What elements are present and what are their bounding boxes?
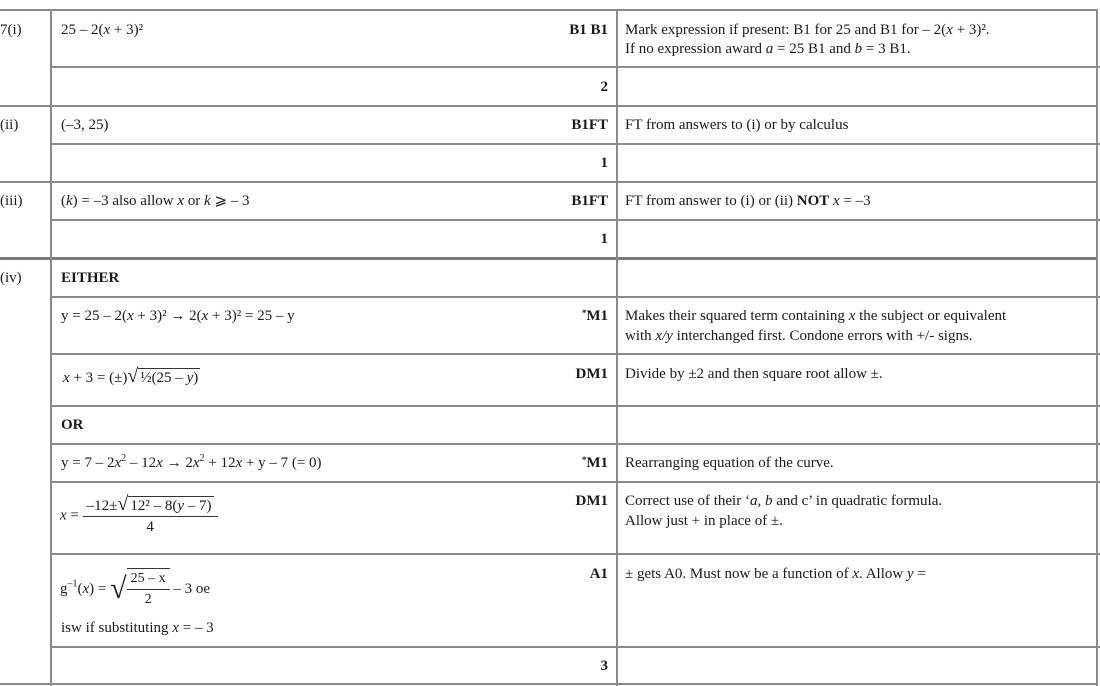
- answer-part: + 3)² → 2(: [133, 308, 202, 324]
- answer-part: + 12: [204, 455, 236, 471]
- marks: DM1: [575, 493, 608, 509]
- guidance-part: Mark expression if present: B1 for 25 and B1 for – 2(: [625, 22, 947, 38]
- answer-text: [60, 494, 218, 537]
- either-heading: EITHER: [61, 270, 120, 286]
- answer-part: = – 3: [178, 620, 214, 636]
- marks: B1FT: [571, 117, 608, 133]
- variable: x: [192, 455, 200, 471]
- guidance-part: =: [913, 566, 926, 582]
- mark-code: M1: [586, 308, 608, 324]
- variable: k: [204, 193, 211, 209]
- marks: B1FT: [571, 193, 608, 209]
- variable: x: [114, 455, 122, 471]
- variable: x: [177, 193, 185, 209]
- answer-part: y = 7 – 2: [61, 455, 115, 471]
- answer-part: 25 – 2(: [61, 22, 104, 38]
- answer-part: + 3)² = 25 – y: [208, 308, 295, 324]
- variable: x: [852, 566, 860, 582]
- answer-text: [61, 20, 143, 40]
- guidance-part: FT from answer to (i) or (ii): [625, 193, 797, 209]
- answer-part: isw if substituting: [61, 620, 173, 636]
- answer-part: + 3 = (±): [69, 370, 128, 386]
- answer-text: [63, 366, 200, 388]
- guidance-part: interchanged first. Condone errors with +/- signs.: [672, 328, 973, 344]
- marks-total: 1: [600, 155, 608, 171]
- answer-part: –12±: [86, 498, 118, 514]
- row-divider: [0, 683, 1098, 685]
- answer-part: ) = –3 also allow: [72, 193, 178, 209]
- variable: x: [156, 455, 163, 471]
- asterisk: *: [581, 455, 587, 465]
- exponent: 2: [121, 453, 127, 464]
- or-heading: OR: [61, 417, 84, 433]
- answer-part: ): [193, 370, 199, 386]
- answer-part: ) =: [89, 581, 111, 597]
- guidance-part: = 3 B1.: [862, 41, 911, 57]
- row-divider: [50, 443, 1100, 445]
- variable: x: [235, 455, 243, 471]
- marks-total: 1: [600, 231, 608, 247]
- sqrt-icon: √: [127, 365, 139, 387]
- answer-part: – 12: [126, 455, 157, 471]
- column-divider: [1096, 9, 1098, 686]
- guidance-text: Allow just + in place of ±.: [625, 513, 783, 529]
- variable: x/y: [655, 328, 673, 344]
- guidance-part: and c’ in quadratic formula.: [772, 493, 943, 509]
- guidance-text: Rearranging equation of the curve.: [625, 455, 834, 471]
- sqrt-icon: √: [110, 572, 127, 605]
- row-divider: [0, 105, 1098, 107]
- variable: x: [201, 308, 209, 324]
- answer-part: =: [66, 507, 83, 524]
- question-number: (iv): [0, 270, 22, 286]
- variable: x: [60, 507, 67, 524]
- guidance-part: with: [625, 328, 656, 344]
- question-number: (ii): [0, 117, 19, 133]
- row-divider: [50, 481, 1100, 483]
- marks-total: 3: [600, 658, 608, 674]
- row-divider: [50, 353, 1100, 355]
- row-divider: [50, 219, 1100, 221]
- answer-text: [61, 306, 295, 326]
- radicand-fraction: [127, 568, 170, 610]
- guidance-text: [625, 306, 1006, 326]
- variable: k: [66, 193, 73, 209]
- asterisk: *: [581, 308, 587, 318]
- variable: b: [854, 41, 863, 57]
- numerator: [83, 494, 218, 517]
- marks: [540, 453, 608, 473]
- question-number: (iii): [0, 193, 23, 209]
- variable: x: [126, 308, 134, 324]
- variable: a: [765, 41, 774, 57]
- quadratic-fraction: [83, 494, 218, 537]
- row-divider: [50, 553, 1100, 555]
- radicand: [138, 368, 200, 387]
- guidance-text: FT from answers to (i) or by calculus: [625, 117, 849, 133]
- variable: y: [906, 566, 914, 582]
- guidance-part: . Allow: [859, 566, 907, 582]
- variable: x: [848, 308, 856, 324]
- answer-part: y = 25 – 2(: [61, 308, 127, 324]
- row-divider: [0, 257, 1098, 260]
- answer-text: [60, 568, 210, 610]
- answer-part: – 3 oe: [169, 581, 211, 597]
- marks: DM1: [575, 366, 608, 382]
- denominator: 4: [146, 519, 154, 535]
- question-number: 7(i): [0, 22, 22, 38]
- sqrt-icon: √: [117, 493, 129, 515]
- guidance-part: the subject or equivalent: [855, 308, 1007, 324]
- marks-total: 2: [600, 79, 608, 95]
- mark-code: M1: [586, 455, 608, 471]
- answer-part: → 2: [162, 455, 193, 471]
- marks: A1: [589, 566, 608, 582]
- guidance-part: = –3: [839, 193, 871, 209]
- answer-part: or: [184, 193, 205, 209]
- answer-part: g: [60, 581, 68, 597]
- exponent: 2: [199, 453, 205, 464]
- variable: x: [103, 22, 111, 38]
- answer-part: ½(25 –: [140, 370, 187, 386]
- guidance-text: [625, 191, 871, 211]
- row-divider: [50, 66, 1100, 68]
- answer-text: [61, 618, 214, 638]
- numerator: 25 – x: [127, 569, 170, 590]
- guidance-text: [625, 564, 926, 584]
- variable: y: [177, 498, 185, 514]
- guidance-text: Divide by ±2 and then square root allow ±.: [625, 366, 883, 382]
- answer-text: [61, 191, 250, 211]
- variable: y: [186, 370, 194, 386]
- row-divider: [0, 9, 1098, 11]
- guidance-part: + 3)².: [952, 22, 990, 38]
- guidance-part: Correct use of their ‘: [625, 493, 750, 509]
- answer-part: ⩾ – 3: [210, 193, 250, 209]
- guidance-part: ± gets A0. Must now be a function of: [625, 566, 853, 582]
- guidance-emphasis: NOT: [796, 193, 830, 209]
- row-divider: [50, 296, 1100, 298]
- row-divider: [50, 405, 1100, 407]
- variable: x: [172, 620, 179, 636]
- answer-part: – 7): [184, 498, 212, 514]
- exponent: –1: [67, 578, 78, 590]
- guidance-part: If no expression award: [625, 41, 766, 57]
- row-divider: [50, 646, 1100, 648]
- guidance-text: [625, 326, 973, 346]
- column-divider: [616, 9, 618, 686]
- answer-part: + 3)²: [110, 22, 144, 38]
- guidance-text: [625, 20, 990, 40]
- marks: B1 B1: [569, 22, 608, 38]
- marks: [540, 306, 608, 326]
- column-divider: [50, 9, 52, 686]
- guidance-part: Makes their squared term containing: [625, 308, 849, 324]
- variable: x: [63, 370, 70, 386]
- answer-part: + y – 7 (= 0): [242, 455, 322, 471]
- row-divider: [0, 181, 1098, 183]
- answer-part: 12² – 8(: [130, 498, 178, 514]
- denominator: 2: [144, 592, 152, 607]
- answer-text: [61, 453, 322, 473]
- guidance-text: [625, 39, 911, 59]
- variable: x: [946, 22, 953, 38]
- guidance-text: [625, 491, 942, 511]
- radicand: [128, 496, 213, 515]
- variable: x: [829, 193, 840, 209]
- answer-part: (: [77, 581, 83, 597]
- row-divider: [50, 143, 1100, 145]
- answer-text: (–3, 25): [61, 117, 109, 133]
- variable: a, b: [749, 493, 773, 509]
- variable: x: [82, 581, 90, 597]
- guidance-part: = 25 B1 and: [773, 41, 855, 57]
- answer-part: (: [61, 193, 66, 209]
